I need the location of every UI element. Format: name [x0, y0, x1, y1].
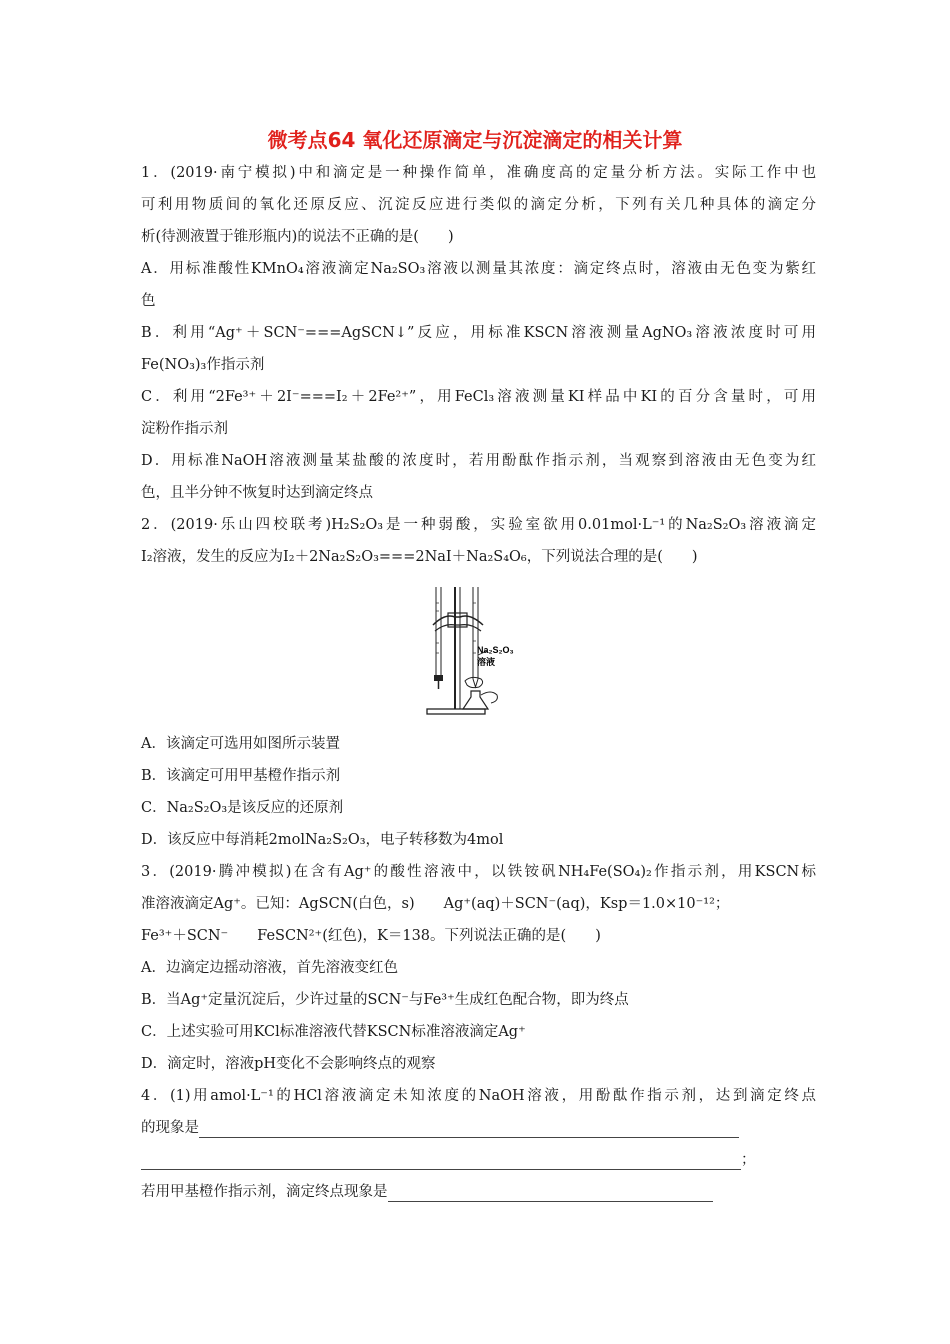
q2-option-b: B．该滴定可用甲基橙作指示剂 — [141, 768, 341, 784]
q3-option-a: A．边滴定边摇动溶液，首先溶液变红色 — [141, 960, 398, 976]
answer-blank-2[interactable] — [141, 1155, 741, 1170]
q1-option-a-line-2: 色 — [141, 293, 156, 309]
q4-stem-line-4 — [141, 1182, 816, 1202]
figure-label-solution: 溶液 — [477, 657, 496, 667]
q2-stem-line-2: I₂溶液，发生的反应为I₂＋2Na₂S₂O₃===2NaI＋Na₂S₄O₆，下列说法合理的是( ) — [141, 549, 698, 565]
q3-option-d: D．滴定时，溶液pH变化不会影响终点的观察 — [141, 1056, 436, 1072]
q2-option-c: C．Na₂S₂O₃是该反应的还原剂 — [141, 800, 344, 816]
q1-option-d-line-2: 色，且半分钟不恢复时达到滴定终点 — [141, 485, 373, 501]
q3-stem-line-3: Fe³⁺＋SCN⁻ FeSCN²⁺(红色)，K＝138。下列说法正确的是( ) — [141, 928, 601, 944]
q1-option-d-line-1: D．用标准NaOH溶液测量某盐酸的浓度时，若用酚酞作指示剂，当观察到溶液由无色变为红 — [141, 453, 816, 469]
q3-option-c: C．上述实验可用KCl标准溶液代替KSCN标准溶液滴定Ag⁺ — [141, 1024, 526, 1040]
q1-stem-line-2: 可利用物质间的氧化还原反应、沉淀反应进行类似的滴定分析，下列有关几种具体的滴定分 — [141, 197, 816, 213]
titration-apparatus-drawing — [425, 583, 530, 718]
q1-option-c-line-1: C．利用“2Fe³⁺＋2I⁻===I₂＋2Fe²⁺”，用FeCl₃溶液测量KI样品中KI的百分含量时，可用 — [141, 389, 816, 405]
q3-stem-line-2: 准溶液滴定Ag⁺。已知：AgSCN(白色，s) Ag⁺(aq)＋SCN⁻(aq)，Ksp＝1.0×10⁻¹²； — [141, 896, 730, 912]
q3-stem-line-1: 3．(2019·腾冲模拟)在含有Ag⁺的酸性溶液中，以铁铵矾NH₄Fe(SO₄)₂作指示剂，用KSCN标 — [141, 864, 816, 880]
q4-stem-line-1: 4．(1)用amol·L⁻¹的HCl溶液滴定未知浓度的NaOH溶液，用酚酞作指示剂，达到滴定终点 — [141, 1088, 816, 1104]
answer-blank-1[interactable] — [199, 1123, 739, 1138]
q4-answer-line — [141, 1150, 816, 1170]
q2-option-d: D．该反应中每消耗2molNa₂S₂O₃，电子转移数为4mol — [141, 832, 504, 848]
q1-stem-line-3: 析(待测液置于锥形瓶内)的说法不正确的是( ) — [141, 229, 454, 245]
q4-methyl-orange-label: 若用甲基橙作指示剂，滴定终点现象是 — [141, 1184, 388, 1200]
q4-phenomenon-label: 的现象是 — [141, 1120, 199, 1136]
q3-option-b: B．当Ag⁺定量沉淀后，少许过量的SCN⁻与Fe³⁺生成红色配合物，即为终点 — [141, 992, 629, 1008]
q1-option-b-line-2: Fe(NO₃)₃作指示剂 — [141, 357, 265, 373]
q1-option-b-line-1: B．利用“Ag⁺＋SCN⁻===AgSCN↓”反应，用标准KSCN溶液测量AgNO₃溶液浓度时可用 — [141, 325, 816, 341]
q4-stem-line-2 — [141, 1118, 816, 1138]
figure-label-reagent: Na₂S₂O₃ — [477, 645, 514, 655]
q1-option-c-line-2: 淀粉作指示剂 — [141, 421, 228, 437]
q2-option-a: A．该滴定可选用如图所示装置 — [141, 736, 340, 752]
q1-stem-line-1: 1．(2019·南宁模拟)中和滴定是一种操作简单，准确度高的定量分析方法。实际工作中也 — [141, 165, 816, 181]
titration-apparatus-figure — [425, 583, 530, 718]
answer-blank-3[interactable] — [388, 1187, 713, 1202]
q4-semicolon: ； — [741, 1152, 756, 1168]
q1-option-a-line-1: A．用标准酸性KMnO₄溶液滴定Na₂SO₃溶液以测量其浓度：滴定终点时，溶液由无色变为紫红 — [141, 261, 816, 277]
page-title: 微考点64 氧化还原滴定与沉淀滴定的相关计算 — [267, 128, 683, 152]
q2-stem-line-1: 2．(2019·乐山四校联考)H₂S₂O₃是一种弱酸，实验室欲用0.01mol·L⁻¹的Na₂S₂O₃溶液滴定 — [141, 517, 816, 533]
